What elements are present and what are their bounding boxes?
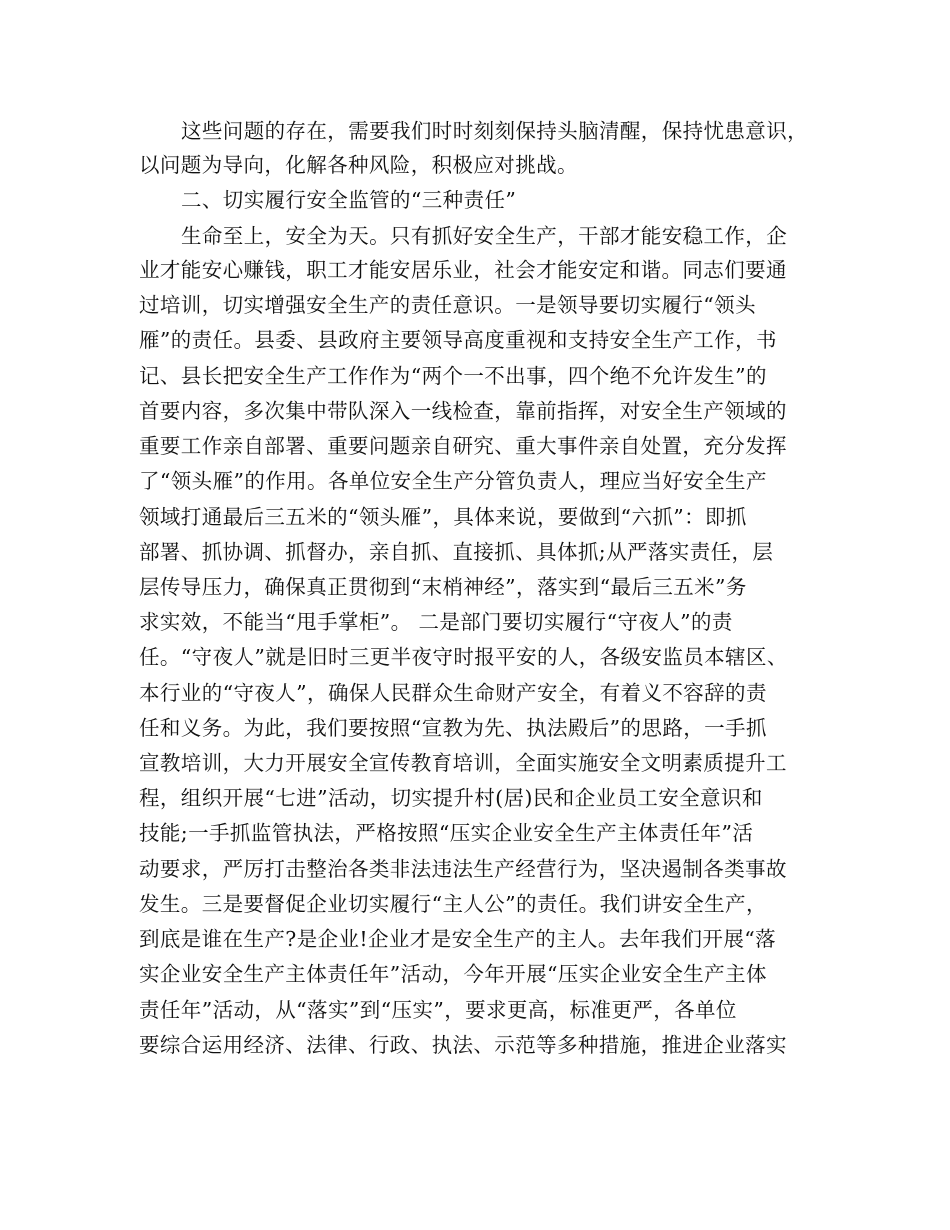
text-line: 记、县长把安全生产工作作为“两个一不出事，四个绝不允许发生”的 [139,364,767,388]
text-line: 任。“守夜人”就是旧时三更半夜守时报平安的人，各级安监员本辖区、 [139,645,788,669]
text-line: 要综合运用经济、法律、行政、执法、示范等多种措施，推进企业落实 [139,1033,787,1057]
text-line: 了“领头雁”的作用。各单位安全生产分管负责人，理应当好安全生产 [139,469,767,493]
text-line: 到底是谁在生产?是企业!企业才是安全生产的主人。去年我们开展“落 [139,927,777,951]
text-line: 雁”的责任。县委、县政府主要领导高度重视和支持安全生产工作，书 [139,328,777,352]
text-line: 生命至上，安全为天。只有抓好安全生产，干部才能安稳工作，企 [181,224,788,248]
text-line: 技能;一手抓监管执法，严格按照“压实企业安全生产主体责任年”活 [139,821,754,845]
text-line: 这些问题的存在，需要我们时时刻刻保持头脑清醒，保持忧患意识， [181,119,808,143]
text-line: 部署、抓协调、抓督办，亲自抓、直接抓、具体抓;从严落实责任，层 [139,540,774,564]
text-line: 程，组织开展“七进”活动，切实提升村(居)民和企业员工安全意识和 [139,786,763,810]
section-heading: 二、切实履行安全监管的“三种责任” [181,188,517,212]
text-line: 领域打通最后三五米的“领头雁”，具体来说，要做到“六抓”：即抓 [139,505,747,529]
text-line: 本行业的“守夜人”，确保人民群众生命财产安全，有着义不容辞的责 [139,681,767,705]
text-line: 责任年”活动，从“落实”到“压实”，要求更高，标准更严，各单位 [139,998,737,1022]
text-line: 任和义务。为此，我们要按照“宣教为先、执法殿后”的思路，一手抓 [139,716,767,740]
text-line: 宣教培训，大力开展安全宣传教育培训，全面实施安全文明素质提升工 [139,751,787,775]
text-line: 业才能安心赚钱，职工才能安居乐业，社会才能安定和谐。同志们要通 [139,258,787,282]
text-line: 重要工作亲自部署、重要问题亲自研究、重大事件亲自处置，充分发挥 [139,434,787,458]
text-line: 实企业安全生产主体责任年”活动，今年开展“压实企业安全生产主体 [139,962,767,986]
text-line: 以问题为导向，化解各种风险，积极应对挑战。 [139,153,578,177]
text-line: 首要内容，多次集中带队深入一线检查，靠前指挥，对安全生产领域的 [139,399,787,423]
text-line: 发生。三是要督促企业切实履行“主人公”的责任。我们讲安全生产， [139,892,767,916]
text-line: 动要求，严厉打击整治各类非法违法生产经营行为，坚决遏制各类事故 [139,857,787,881]
text-line: 求实效，不能当“甩手掌柜”。 二是部门要切实履行“守夜人”的责 [139,610,733,634]
text-line: 过培训，切实增强安全生产的责任意识。一是领导要切实履行“领头 [139,293,756,317]
text-line: 层传导压力，确保真正贯彻到“末梢神经”，落实到“最后三五米”务 [139,575,747,599]
